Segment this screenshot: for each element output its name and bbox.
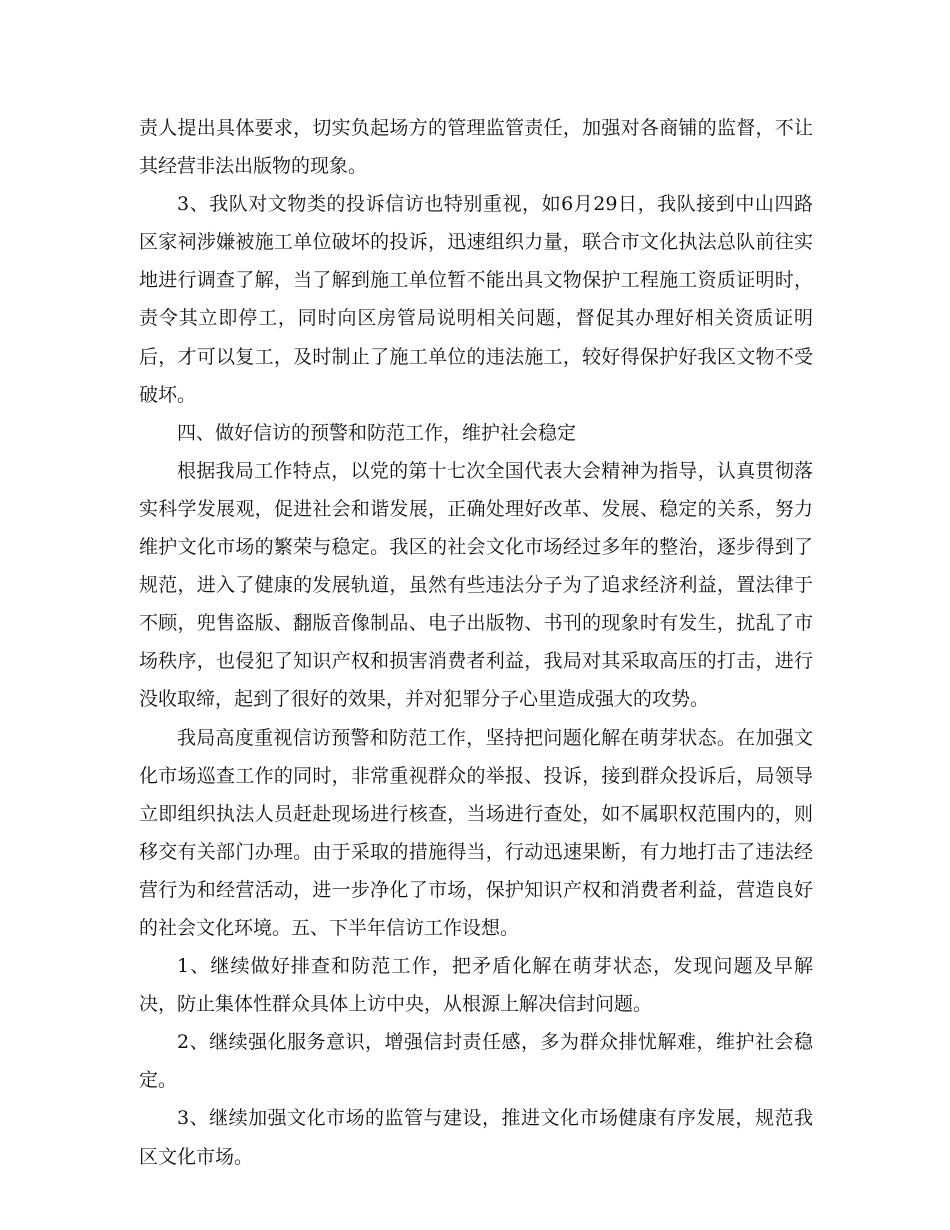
paragraph-work-features: 根据我局工作特点，以党的第十七次全国代表大会精神为指导，认真贯彻落实科学发展观，促进社会和谐发展，正确处理好改革、发展、稳定的关系，努力维护文化市场的繁荣与稳定。我区的社会文化市场经过多年的整治，逐步得到了规范，进入了健康的发展轨道，虽然有些违法分子为了追求经济利益，置法律于不顾，兜售盗版、翻版音像制品、电子出版物、书刊的现象时有发生，扰乱了市场秩序，也侵犯了知识产权和损害消费者利益，我局对其采取高压的打击，进行没收取缔，起到了很好的效果，并对犯罪分子心里造成强大的攻势。 [139,459,813,711]
section-heading-4: 四、做好信访的预警和防范工作，维护社会稳定 [177,421,577,444]
paragraph-item-3-heritage: 3、我队对文物类的投诉信访也特别重视，如6月29日，我队接到中山四路区家祠涉嫌被施工单位破坏的投诉，迅速组织力量，联合市文化执法总队前往实地进行调查了解，当了解到施工单位暂不能出具文物保护工程施工资质证明时，责令其立即停工，同时向区房管局说明相关问题，督促其办理好相关资质证明后，才可以复工，及时制止了施工单位的违法施工，较好得保护好我区文物不受破坏。 [139,193,813,406]
plan-item-1: 1、继续做好排查和防范工作，把矛盾化解在萌芽状态，发现问题及早解决，防止集体性群众具体上访中央，从根源上解决信封问题。 [139,955,813,1016]
plan-item-2: 2、继续强化服务意识，增强信封责任感，多为群众排忧解难，维护社会稳定。 [139,1031,813,1092]
paragraph-early-warning: 我局高度重视信访预警和防范工作，坚持把问题化解在萌芽状态。在加强文化市场巡查工作的同时，非常重视群众的举报、投诉，接到群众投诉后，局领导立即组织执法人员赶赴现场进行核查，当场进行查处，如不属职权范围内的，则移交有关部门办理。由于采取的措施得当，行动迅速果断，有力地打击了违法经营行为和经营活动，进一步净化了市场，保护知识产权和消费者利益，营造良好的社会文化环境。五、下半年信访工作设想。 [139,726,813,939]
paragraph-continuation: 责人提出具体要求，切实负起场方的管理监管责任，加强对各商铺的监督，不让其经营非法出版物的现象。 [139,117,813,178]
plan-item-3: 3、继续加强文化市场的监管与建设，推进文化市场健康有序发展，规范我区文化市场。 [139,1107,813,1168]
document-body [139,109,813,1176]
